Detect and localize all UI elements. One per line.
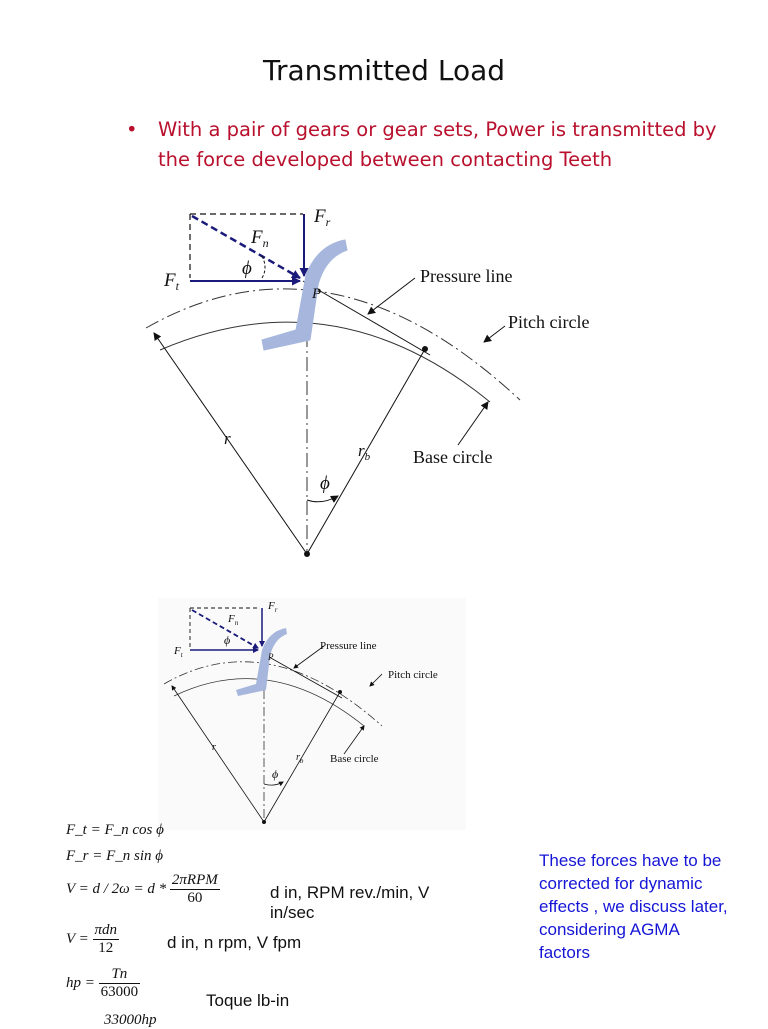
fraction-numerator: Tn bbox=[99, 966, 141, 984]
equation-velocity-rpm bbox=[66, 872, 220, 907]
equation-velocity-rpm-left: V = d / 2ω = d * bbox=[66, 880, 167, 897]
equation-horsepower bbox=[66, 966, 140, 1001]
pitch-circle-leader bbox=[484, 326, 505, 342]
fraction-numerator: πdn bbox=[94, 922, 118, 938]
pressure-line bbox=[303, 281, 430, 355]
fraction-denominator: 12 bbox=[98, 940, 114, 956]
svg-text:Pitch circle: Pitch circle bbox=[388, 669, 438, 681]
svg-text:Pressure line: Pressure line bbox=[320, 640, 377, 652]
svg-text:rb: $r_b$ bbox=[296, 752, 304, 765]
svg-text:ϕ: ϕ bbox=[224, 633, 231, 647]
equation-fr: F_r = F_n sin ϕ bbox=[66, 848, 164, 864]
gear-force-diagram-small bbox=[158, 598, 466, 830]
base-circle-arc bbox=[160, 322, 490, 402]
side-note: These forces have to be corrected for dynamic effects , we discuss later, considering AGMA factors bbox=[539, 851, 728, 962]
svg-text:r: r bbox=[212, 742, 216, 753]
svg-text:Fr: $F_r$ bbox=[268, 600, 278, 614]
svg-text:Fn: $F_n$ bbox=[228, 613, 239, 627]
pitch-circle-label: Pitch circle bbox=[508, 312, 590, 332]
equation-velocity-fpm-left: V = bbox=[66, 930, 89, 947]
pressure-line-leader bbox=[368, 278, 415, 314]
page-title: Transmitted Load bbox=[262, 54, 506, 87]
center-point bbox=[304, 551, 310, 557]
rb-label: $r_b$ bbox=[358, 441, 371, 463]
point-p-label: P bbox=[312, 286, 322, 302]
fraction-tn bbox=[99, 966, 141, 1001]
base-circle-label: Base circle bbox=[413, 447, 493, 467]
pitch-circle-arc bbox=[146, 289, 520, 400]
equation-partial-cutoff: 33000hp bbox=[104, 1012, 157, 1028]
base-circle-leader bbox=[458, 402, 488, 445]
phi-top-label: ϕ bbox=[242, 258, 252, 279]
svg-text:Base circle: Base circle bbox=[330, 753, 379, 765]
phi-bottom-label: ϕ bbox=[320, 473, 330, 494]
note-torque-units: Toque lb-in bbox=[206, 991, 290, 1010]
gear-force-diagram-large bbox=[0, 190, 768, 570]
note-fpm-units: d in, n rpm, V fpm bbox=[167, 933, 302, 952]
fraction-pi-dn bbox=[93, 922, 120, 957]
fn-label: $F_n$ bbox=[251, 227, 269, 250]
phi-angle-arc-top bbox=[262, 256, 265, 278]
fraction-denominator: 63000 bbox=[100, 984, 139, 1000]
fr-label: $F_r$ bbox=[314, 206, 331, 229]
bullet-text: With a pair of gears or gear sets, Power is transmitted by the force developed between contacting Teeth bbox=[158, 118, 717, 171]
equation-horsepower-left: hp = bbox=[66, 974, 95, 991]
equation-velocity-fpm bbox=[66, 922, 119, 957]
r-label: r bbox=[224, 429, 231, 448]
note-velocity-units: d in, RPM rev./min, V in/sec bbox=[270, 883, 430, 922]
equation-ft: F_t = F_n cos ϕ bbox=[66, 822, 164, 838]
ft-label: $F_t$ bbox=[164, 270, 179, 293]
svg-text:P: P bbox=[268, 652, 274, 662]
phi-angle-arc-bottom bbox=[307, 496, 338, 502]
svg-text:ϕ: ϕ bbox=[272, 767, 279, 781]
pressure-line-label: Pressure line bbox=[420, 266, 513, 286]
fraction-numerator: 2πRPM bbox=[171, 872, 218, 888]
svg-text:Ft: $F_t$ bbox=[174, 645, 183, 659]
bullet-point bbox=[126, 115, 746, 175]
fraction-denominator: 60 bbox=[187, 890, 203, 906]
fraction-2pi-rpm bbox=[170, 872, 220, 907]
bullet-marker: • bbox=[126, 118, 138, 141]
